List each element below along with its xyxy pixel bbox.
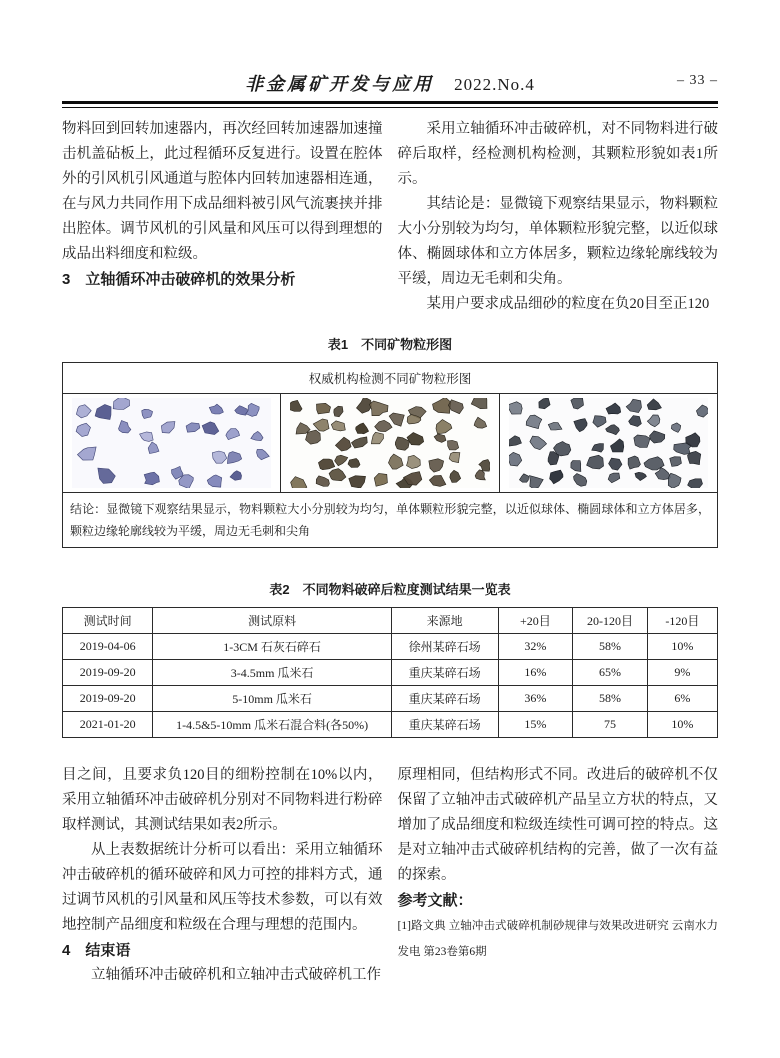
page-header bbox=[62, 70, 718, 96]
top-left-column bbox=[62, 117, 383, 317]
table-cell: 58% bbox=[573, 686, 648, 712]
table-cell: 1-4.5&5-10mm 瓜米石混合料(各50%) bbox=[153, 712, 391, 738]
bottom-left-column bbox=[62, 763, 383, 988]
table-row bbox=[63, 686, 718, 712]
table1-image-cell bbox=[499, 394, 717, 493]
table-cell: 5-10mm 瓜米石 bbox=[153, 686, 391, 712]
table-cell: 2019-09-20 bbox=[63, 686, 153, 712]
table-cell: 75 bbox=[573, 712, 648, 738]
table-cell: 9% bbox=[647, 660, 717, 686]
page-number: – 33 – bbox=[677, 73, 718, 88]
table-cell: 1-3CM 石灰石碎石 bbox=[153, 634, 391, 660]
table-cell: 6% bbox=[647, 686, 717, 712]
table1-note-row bbox=[63, 493, 718, 548]
paragraph: 目之间，且要求负120目的细粉控制在10%以内，采用立轴循环冲击破碎机分别对不同物料进行粉碎取样测试，其测试结果如表2所示。 bbox=[62, 767, 383, 833]
bottom-columns bbox=[62, 763, 718, 988]
issue-number: 2022.No.4 bbox=[454, 75, 535, 94]
column-header: 测试时间 bbox=[63, 608, 153, 634]
table1-caption: 表1 不同矿物粒形图 bbox=[327, 337, 453, 352]
table-cell: 36% bbox=[498, 686, 573, 712]
table1-note-cell: 结论：显微镜下观察结果显示，物料颗粒大小分别较为均匀，单体颗粒形貌完整，以近似球体、椭圆球体和立方体居多，颗粒边缘轮廓线较为平缓，周边无毛刺和尖角 bbox=[63, 493, 718, 548]
section-heading: 4 结束语 bbox=[62, 942, 131, 959]
particle-photo-2 bbox=[290, 398, 489, 488]
table-cell: 重庆某碎石场 bbox=[391, 686, 498, 712]
table-cell: 10% bbox=[647, 712, 717, 738]
table-row bbox=[63, 712, 718, 738]
table-cell: 3-4.5mm 瓜米石 bbox=[153, 660, 391, 686]
section-heading: 3 立轴循环冲击破碎机的效果分析 bbox=[62, 271, 296, 288]
column-header: -120目 bbox=[647, 608, 717, 634]
top-right-column bbox=[398, 117, 719, 317]
table-cell: 16% bbox=[498, 660, 573, 686]
column-header: 测试原料 bbox=[153, 608, 391, 634]
table2-header-row bbox=[63, 608, 718, 634]
table1-image-cell bbox=[281, 394, 499, 493]
top-columns bbox=[62, 117, 718, 317]
table1-image-row bbox=[63, 394, 718, 493]
table-row bbox=[63, 660, 718, 686]
table1-header-cell: 权威机构检测不同矿物粒形图 bbox=[63, 363, 718, 394]
table1 bbox=[62, 362, 718, 548]
column-header: +20目 bbox=[498, 608, 573, 634]
table-cell: 徐州某碎石场 bbox=[391, 634, 498, 660]
table-cell: 2021-01-20 bbox=[63, 712, 153, 738]
table2-caption: 表2 不同物料破碎后粒度测试结果一览表 bbox=[269, 582, 511, 597]
header-rule bbox=[62, 101, 718, 108]
paragraph: 采用立轴循环冲击破碎机，对不同物料进行破碎后取样，经检测机构检测，其颗粒形貌如表1所示。 bbox=[397, 121, 718, 187]
table-cell: 58% bbox=[573, 634, 648, 660]
column-header: 来源地 bbox=[391, 608, 498, 634]
particle-photo-3 bbox=[509, 398, 708, 488]
reference-entry: [1]路文典 立轴冲击式破碎机制砂规律与效果改进研究 云南水力发电 第23卷第6期 bbox=[397, 920, 718, 958]
table-cell: 32% bbox=[498, 634, 573, 660]
table1-image-cell bbox=[63, 394, 281, 493]
paragraph: 某用户要求成品细砂的粒度在负20目至正120 bbox=[426, 296, 710, 312]
table-cell: 15% bbox=[498, 712, 573, 738]
journal-title: 非金属矿开发与应用 bbox=[245, 74, 435, 94]
table2-head bbox=[63, 608, 718, 634]
table-cell: 2019-09-20 bbox=[63, 660, 153, 686]
particle-photo-1 bbox=[72, 398, 271, 488]
table2 bbox=[62, 607, 718, 738]
paragraph: 原理相同，但结构形式不同。改进后的破碎机不仅保留了立轴冲击式破碎机产品呈立方状的特点，又增加了成品细度和粒级连续性可调可控的特点。这是对立轴冲击式破碎机结构的完善，做了一次有益的探索。 bbox=[397, 767, 718, 883]
paragraph: 其结论是：显微镜下观察结果显示，物料颗粒大小分别较为均匀，单体颗粒形貌完整，以近似球体、椭圆球体和立方体居多，颗粒边缘轮廓线较为平缓，周边无毛刺和尖角。 bbox=[397, 196, 718, 287]
paragraph: 从上表数据统计分析可以看出：采用立轴循环冲击破碎机的循环破碎和风力可控的排料方式，通过调节风机的引风量和风压等技术参数，可以有效地控制产品细度和粒级在合理与理想的范围内。 bbox=[62, 842, 383, 933]
column-header: 20-120目 bbox=[573, 608, 648, 634]
table-cell: 重庆某碎石场 bbox=[391, 660, 498, 686]
table2-body bbox=[63, 634, 718, 738]
table-cell: 65% bbox=[573, 660, 648, 686]
section-heading: 参考文献： bbox=[397, 892, 473, 909]
table1-header-row bbox=[63, 363, 718, 394]
table-row bbox=[63, 634, 718, 660]
table-cell: 重庆某碎石场 bbox=[391, 712, 498, 738]
table-cell: 2019-04-06 bbox=[63, 634, 153, 660]
paragraph: 物料回到回转加速器内，再次经回转加速器加速撞击机盖砧板上，此过程循环反复进行。设置在腔体外的引风机引风通道与腔体内回转加速器相连通，在与风力共同作用下成品细料被引风气流裹挟并排出腔体。调节风机的引风量和风压可以得到理想的成品出料细度和粒级。 bbox=[62, 121, 383, 262]
header-center-group bbox=[62, 70, 718, 96]
bottom-right-column bbox=[398, 763, 719, 988]
paragraph: 立轴循环冲击破碎机和立轴冲击式破碎机工作 bbox=[91, 967, 381, 983]
table-cell: 10% bbox=[647, 634, 717, 660]
